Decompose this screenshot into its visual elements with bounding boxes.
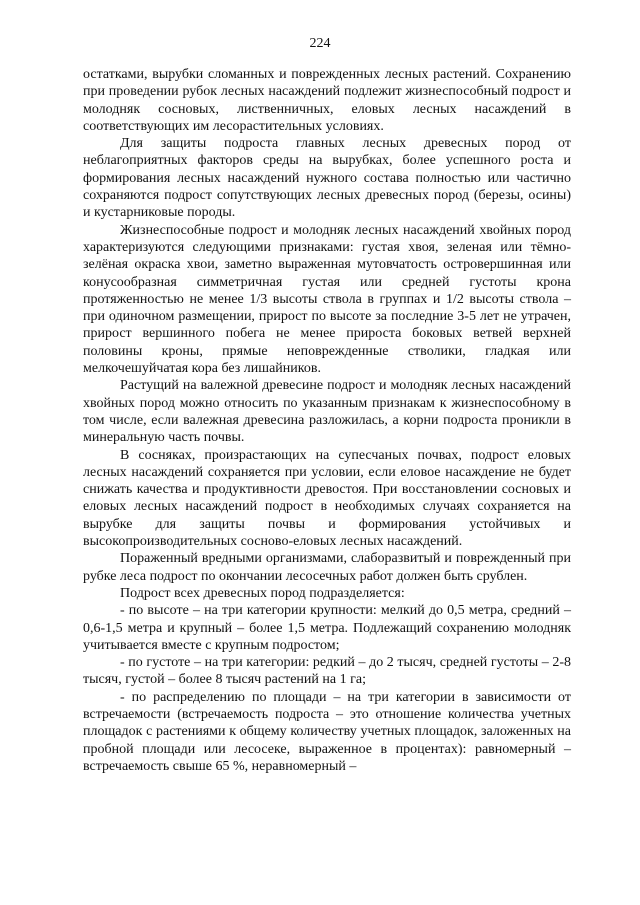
paragraph-5: В сосняках, произрастающих на супесчаных почвах, подрост еловых лесных насаждений сохраняется при условии, если еловое насаждение не будет снижать качества и продуктивности древостоя. При восстановлении сосновых и еловых лесных насаждений подрост в необходимых случаях сохраняется на вырубке для защиты почвы и формирования устойчивых и высокопроизводительных сосново-еловых лесных насаждений. bbox=[83, 447, 571, 550]
body-text bbox=[83, 66, 571, 775]
paragraph-3: Жизнеспособные подрост и молодняк лесных насаждений хвойных пород характеризуются следующими признаками: густая хвоя, зеленая или тёмно-зелёная окраска хвои, заметно выраженная мутовчатость островершинная или конусообразная симметричная густая или средней густоты крона протяженностью не менее 1/3 высоты ствола в группах и 1/2 высоты ствола – при одиночном размещении, прирост по высоте за последние 3-5 лет не утрачен, прирост вершинного побега не менее прироста боковых ветвей верхней половины кроны, прямые неповрежденные стволики, гладкая или мелкочешуйчатая кора без лишайников. bbox=[83, 222, 571, 377]
paragraph-9: - по густоте – на три категории: редкий – до 2 тысяч, средней густоты – 2-8 тысяч, густой – более 8 тысяч растений на 1 га; bbox=[83, 655, 571, 688]
page-number: 224 bbox=[309, 36, 331, 51]
paragraph-8: - по высоте – на три категории крупности: мелкий до 0,5 метра, средний – 0,6-1,5 метра и крупный – более 1,5 метра. Подлежащий сохранению молодняк учитывается вместе с крупным подростом; bbox=[83, 603, 571, 653]
paragraph-4: Растущий на валежной древесине подрост и молодняк лесных насаждений хвойных пород можно относить по указанным признакам к жизнеспособному в том числе, если валежная древесина разложилась, а корни подроста проникли в минеральную часть почвы. bbox=[83, 378, 571, 446]
paragraph-10: - по распределению по площади – на три категории в зависимости от встречаемости (встречаемость подроста – это отношение количества учетных площадок с растениями к общему количеству учетных площадок, заложенных на пробной площади или лесосеке, выраженное в процентах): равномерный – встречаемость свыше 65 %, неравномерный – bbox=[83, 689, 571, 774]
paragraph-1: остатками, вырубки сломанных и поврежденных лесных растений. Сохранению при проведении рубок лесных насаждений подлежит жизнеспособный подрост и молодняк сосновых, лиственничных, еловых лесных насаждений в соответствующих им лесорастительных условиях. bbox=[83, 67, 571, 134]
paragraph-6: Пораженный вредными организмами, слаборазвитый и поврежденный при рубке леса подрост по окончании лесосечных работ должен быть срублен. bbox=[83, 551, 571, 584]
paragraph-7: Подрост всех древесных пород подразделяется: bbox=[120, 585, 405, 601]
paragraph-2: Для защиты подроста главных лесных древесных пород от неблагоприятных факторов среды на вырубках, более успешного роста и формирования лесных насаждений нужного состава полностью или частично сохраняются подрост сопутствующих лесных древесных пород (березы, осины) и кустарниковые породы. bbox=[83, 136, 571, 221]
